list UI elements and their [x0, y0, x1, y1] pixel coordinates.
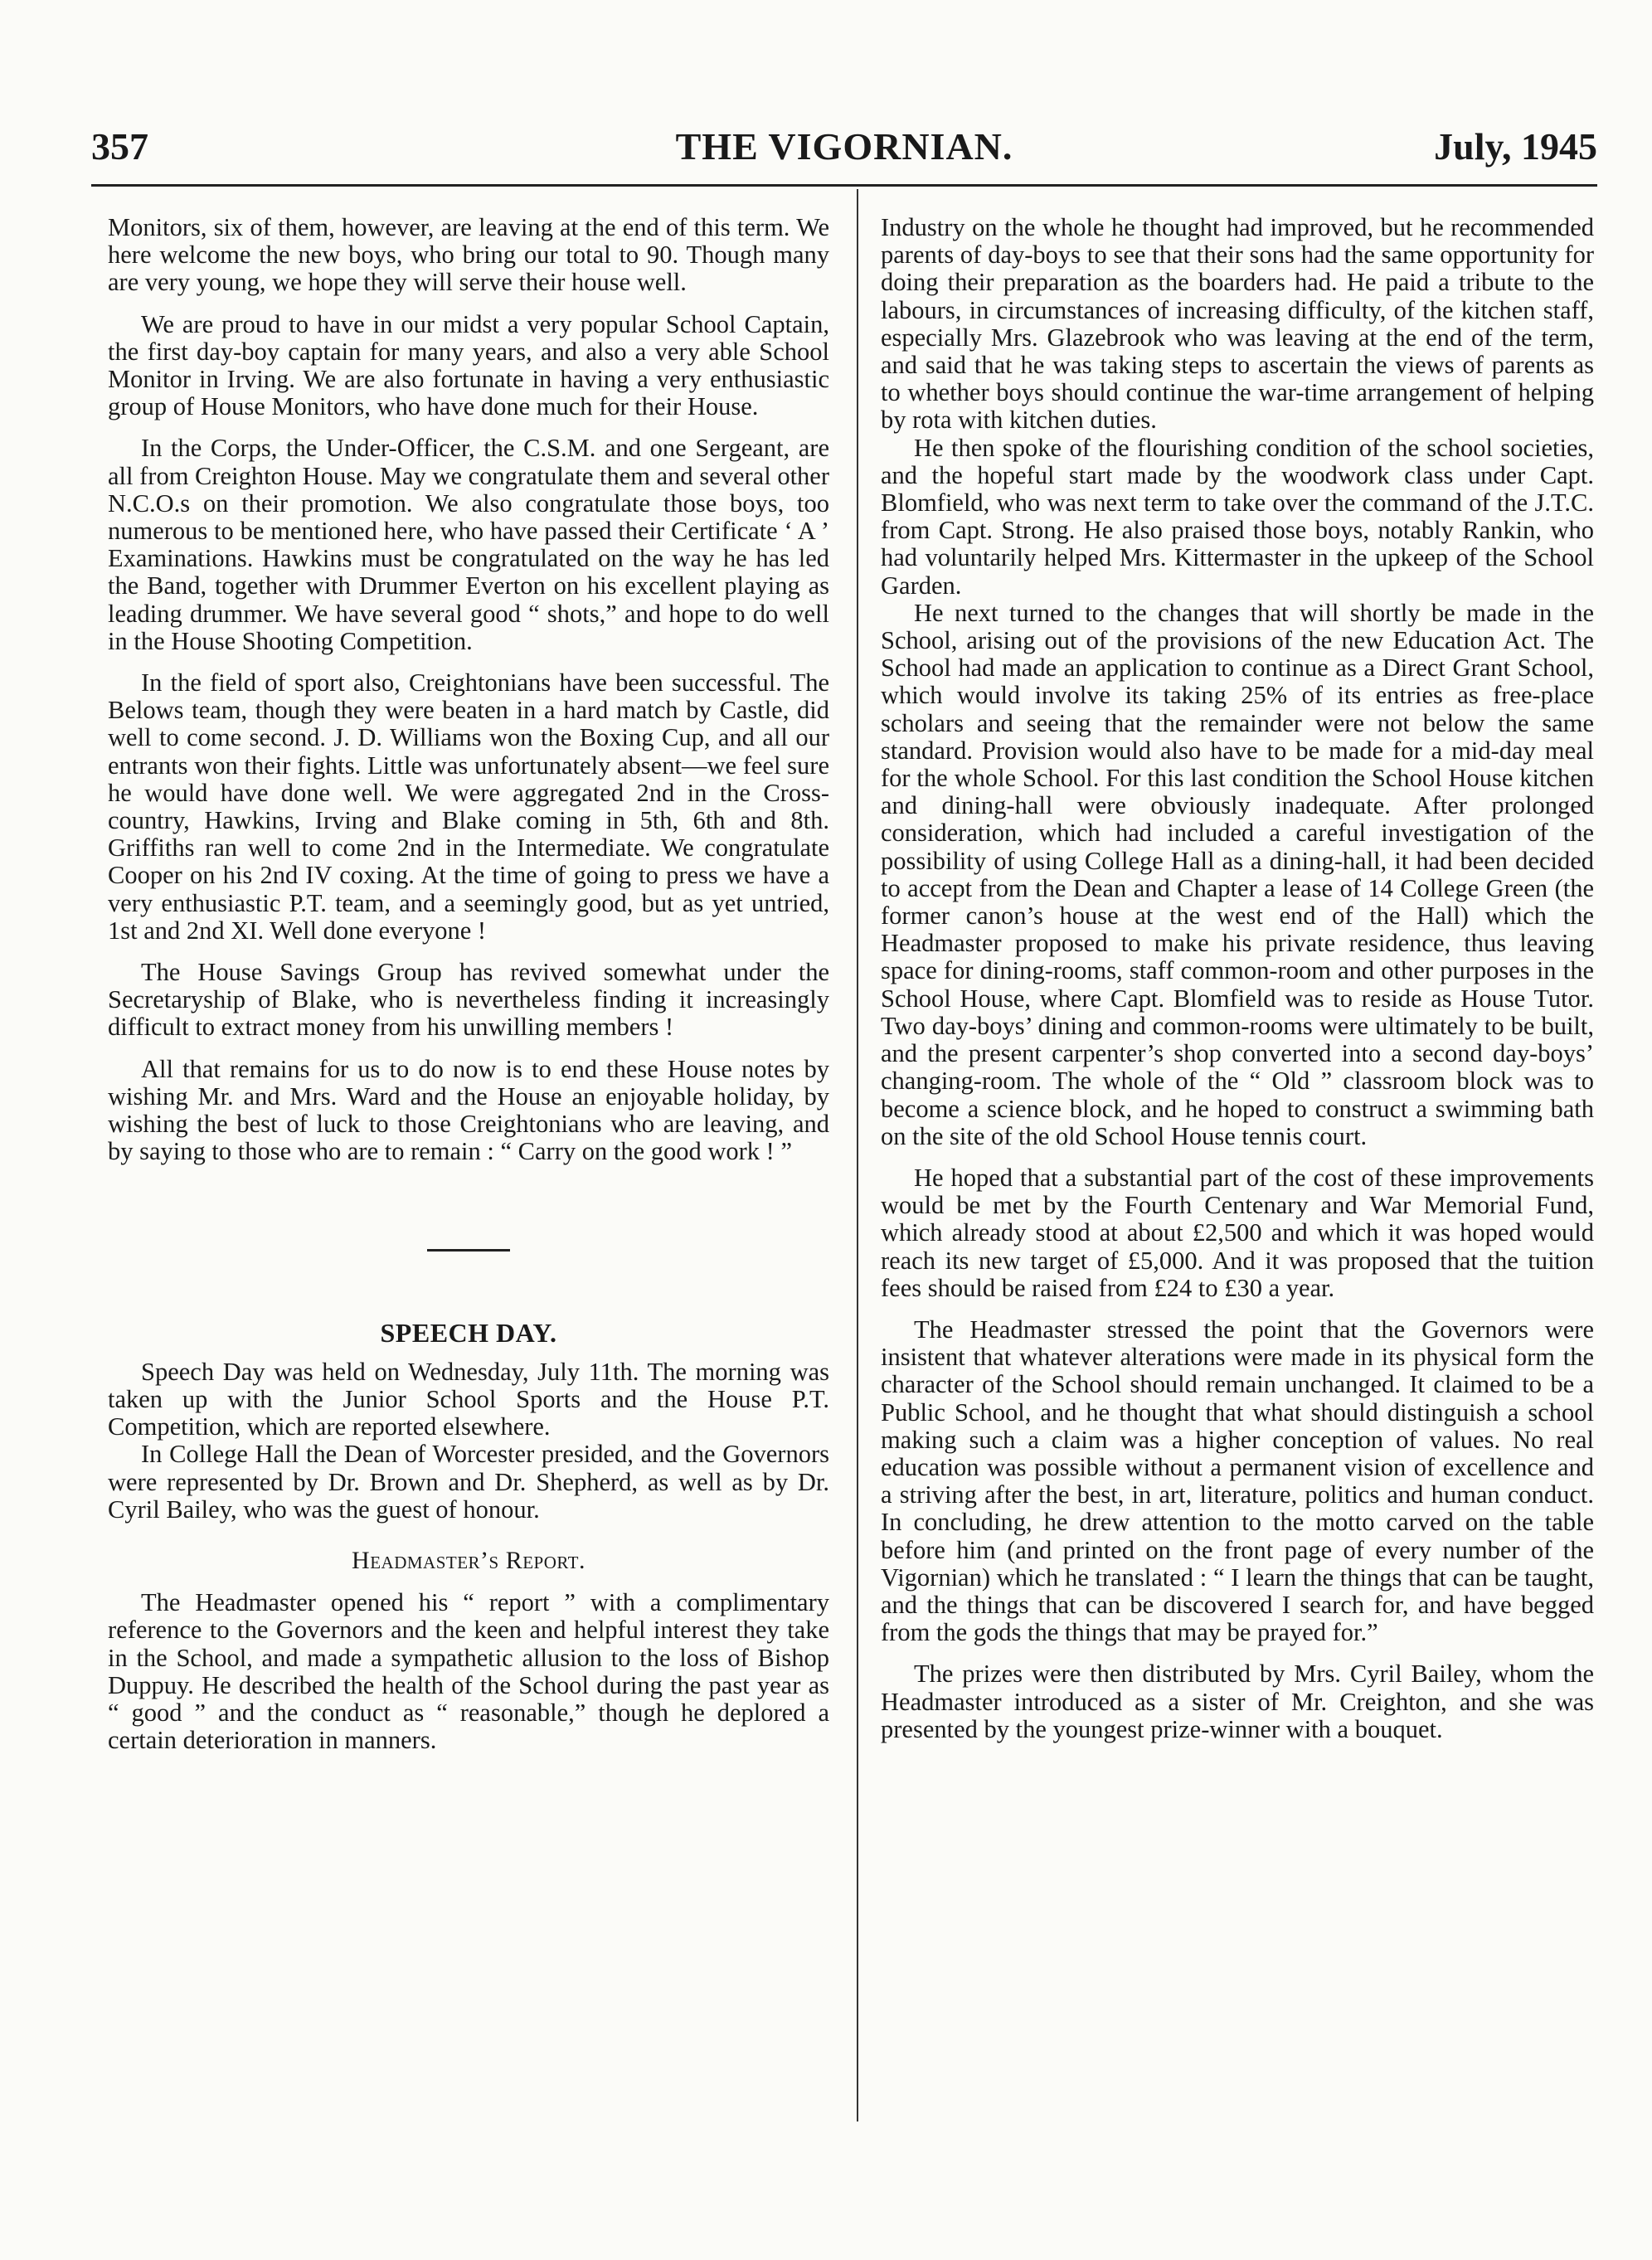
paragraph: The Headmaster stressed the point that the Governors were insistent that whatever alterations were made in its physical form the character of the School should remain unchanged. It claimed to be a Public School, and he thought that what should distinguish a school making such a claim was a higher conception of values. No real education was possible without a permanent vision of excellence and a striving after the best, in art, literature, politics and human conduct. In concluding, he drew attention to the motto carved on the table before him (and printed on the front page of every number of the Vigornian) which he translated : “ I learn the things that can be taught, and the things that can be discovered I search for, and have begged from the gods the things that may be prayed for.”: [881, 1315, 1594, 1647]
paragraph: The Headmaster opened his “ report ” with a complimentary reference to the Governors and the keen and helpful interest they take in the School, and made a sympathetic allusion to the loss of Bishop Duppuy. He described the health of the School during the past year as “ good ” and the conduct as “ reasonable,” though he deplored a certain deterioration in manners.: [108, 1588, 829, 1755]
paragraph: Monitors, six of them, however, are leaving at the end of this term. We here welcome the new boys, who bring our total to 90. Though many are very young, we hope they will serve their house well.: [108, 213, 829, 297]
paragraph: The House Savings Group has revived somewhat under the Secretaryship of Blake, who is nevertheless finding it increasingly difficult to extract money from his unwilling members !: [108, 958, 829, 1042]
page-number: 357: [91, 125, 148, 168]
paragraph: In College Hall the Dean of Worcester presided, and the Governors were represented by Dr. Brown and Dr. Shepherd, as well as by Dr. Cyril Bailey, who was the guest of honour.: [108, 1440, 829, 1524]
paragraph: He hoped that a substantial part of the cost of these improvements would be met by the Fourth Centenary and War Memorial Fund, which already stood at about £2,500 and which it was hoped would reach its new target of £5,000. And it was proposed that the tuition fees should be raised from £24 to £30 a year.: [881, 1163, 1594, 1302]
section-separator: [427, 1249, 510, 1252]
column-divider: [857, 189, 858, 2121]
header-rule: [91, 184, 1597, 187]
paragraph: The prizes were then distributed by Mrs. Cyril Bailey, whom the Headmaster introduced as a sister of Mr. Creighton, and she was presented by the youngest prize-winner with a bouquet.: [881, 1660, 1594, 1743]
paragraph: All that remains for us to do now is to end these House notes by wishing Mr. and Mrs. Ward and the House an enjoyable holiday, by wishing the best of luck to those Creightonians who are leaving, and by saying to those who are to remain : “ Carry on the good work ! ”: [108, 1054, 829, 1166]
page-header: [91, 124, 1597, 171]
paragraph: He next turned to the changes that will shortly be made in the School, arising out of the provisions of the new Education Act. The School had made an application to continue as a Direct Grant School, which would involve its taking 25% of its entries as free-place scholars and seeing that the remainder were not below the same standard. Provision would also have to be made for a mid-day meal for the whole School. For this last condition the School House kitchen and dining-hall were obviously inadequate. After prolonged consideration, which had included a careful investigation of the possibility of using College Hall as a dining-hall, it had been decided to accept from the Dean and Chapter a lease of 14 College Green (the former canon’s house at the west end of the Hall) which the Headmaster proposed to make his private residence, thus leaving space for dining-rooms, staff common-room and other purposes in the School House, where Capt. Blomfield was to reside as House Tutor. Two day-boys’ dining and common-rooms were ultimately to be built, and the present carpenter’s shop converted into a second day-boys’ changing-room. The whole of the “ Old ” classroom block was to become a science block, and he hoped to construct a swimming bath on the site of the old School House tennis court.: [881, 598, 1594, 1150]
paragraph: We are proud to have in our midst a very popular School Captain, the first day-boy captain for many years, and also a very able School Monitor in Irving. We are also fortunate in having a very enthusiastic group of House Monitors, who have done much for their House.: [108, 309, 829, 421]
publication-title: THE VIGORNIAN.: [675, 125, 1013, 168]
paragraph: Industry on the whole he thought had improved, but he recommended parents of day-boys to see that their sons had the same opportunity for doing their preparation as the boarders had. He paid a tribute to the labours, in circumstances of increasing difficulty, of the kitchen staff, especially Mrs. Glazebrook who was leaving at the end of the term, and said that he was taking steps to ascertain the views of parents as to whether boys should continue the war-time arrangement of helping by rota with kitchen duties.: [881, 213, 1594, 435]
subsection-title-headmasters-report: Headmaster’s Report.: [352, 1546, 585, 1574]
paragraph: Speech Day was held on Wednesday, July 11th. The morning was taken up with the Junior School Sports and the House P.T. Competition, which are reported elsewhere.: [108, 1357, 829, 1441]
section-title-speech-day: SPEECH DAY.: [380, 1317, 557, 1348]
paragraph: In the Corps, the Under-Officer, the C.S.M. and one Sergeant, are all from Creighton House. May we congratulate them and several other N.C.O.s on their promotion. We also congratulate those boys, too numerous to be mentioned here, who have passed their Certificate ‘ A ’ Examinations. Hawkins must be congratulated on the way he has led the Band, together with Drummer Everton on his excellent playing as leading drummer. We have several good “ shots,” and hope to do well in the House Shooting Competition.: [108, 434, 829, 655]
right-column: [881, 214, 1594, 1743]
left-column: [108, 214, 829, 1754]
paragraph: In the field of sport also, Creightonians have been successful. The Belows team, though they were beaten in a hard match by Castle, did well to come second. J. D. Williams won the Boxing Cup, and all our entrants won their fights. Little was unfortunately absent—we feel sure he would have done well. We were aggregated 2nd in the Cross-country, Hawkins, Irving and Blake coming in 5th, 6th and 8th. Griffiths ran well to come 2nd in the Intermediate. We congratulate Cooper on his 2nd IV coxing. At the time of going to press we have a very enthusiastic P.T. team, and a seemingly good, but as yet untried, 1st and 2nd XI. Well done everyone !: [108, 668, 829, 945]
paragraph: He then spoke of the flourishing condition of the school societies, and the hopeful start made by the woodwork class under Capt. Blomfield, who was next term to take over the command of the J.T.C. from Capt. Strong. He also praised those boys, notably Rankin, who had voluntarily helped Mrs. Kittermaster in the upkeep of the School Garden.: [881, 433, 1594, 600]
issue-date: July, 1945: [1434, 125, 1597, 168]
